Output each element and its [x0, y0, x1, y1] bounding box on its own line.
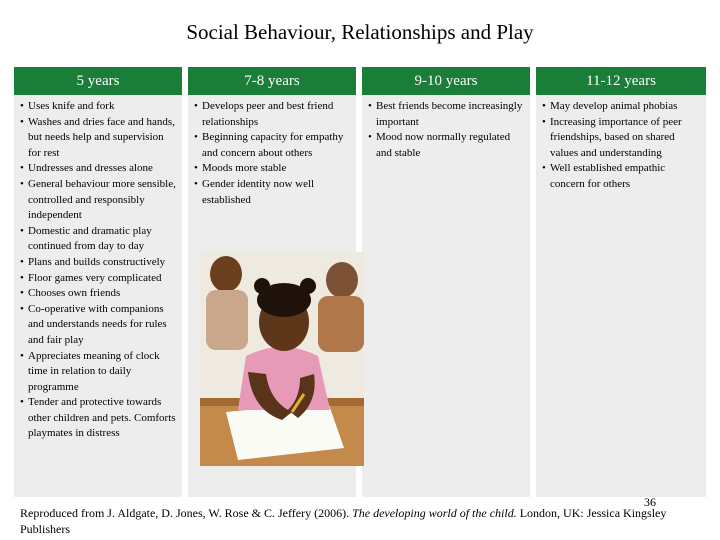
column-list: [368, 99, 526, 161]
citation-publisher: London, UK: Jessica Kingsley Publishers: [20, 506, 667, 536]
list-item: • Floor games very complicated: [20, 271, 178, 287]
column-9-10-years: [362, 67, 530, 497]
list-item: • Moods more stable: [194, 161, 352, 177]
list-item: • Appreciates meaning of clock time in relation to daily programme: [20, 349, 178, 396]
list-item: • Washes and dries face and hands, but needs help and supervision for rest: [20, 115, 178, 162]
column-5-years: [14, 67, 182, 497]
list-item: • Domestic and dramatic play continued from day to day: [20, 224, 178, 255]
list-item: • Uses knife and fork: [20, 99, 178, 115]
list-item: • Increasing importance of peer friendships, based on shared values and understanding: [542, 115, 702, 162]
list-item: • Tender and protective towards other children and pets. Comforts playmates in distress: [20, 395, 178, 442]
citation-book-title: The developing world of the child.: [352, 506, 517, 520]
list-item: • Mood now normally regulated and stable: [368, 130, 526, 161]
list-item: • Well established empathic concern for others: [542, 161, 702, 192]
column-heading: 11-12 years: [536, 67, 706, 95]
list-item: • General behaviour more sensible, controlled and responsibly independent: [20, 177, 178, 224]
column-heading: 7-8 years: [188, 67, 356, 95]
page-title: Social Behaviour, Relationships and Play: [186, 20, 534, 44]
list-item: • Plans and builds constructively: [20, 255, 178, 271]
list-item: • Beginning capacity for empathy and concern about others: [194, 130, 352, 161]
list-item: • Develops peer and best friend relationships: [194, 99, 352, 130]
column-list: [542, 99, 702, 193]
list-item: • Co-operative with companions and understands needs for rules and fair play: [20, 302, 178, 349]
age-columns: [14, 67, 706, 497]
column-11-12-years: [536, 67, 706, 497]
column-list: [20, 99, 178, 442]
list-item: • Undresses and dresses alone: [20, 161, 178, 177]
citation: [20, 505, 710, 537]
list-item: • Chooses own friends: [20, 286, 178, 302]
column-heading: 5 years: [14, 67, 182, 95]
column-heading: 9-10 years: [362, 67, 530, 95]
list-item: • May develop animal phobias: [542, 99, 702, 115]
slide-number: 36: [644, 495, 656, 509]
child-writing-photo: [200, 252, 364, 466]
column-list: [194, 99, 352, 208]
list-item: • Best friends become increasingly important: [368, 99, 526, 130]
citation-text: Reproduced from J. Aldgate, D. Jones, W. Rose & C. Jeffery (2006).: [20, 506, 353, 520]
list-item: • Gender identity now well established: [194, 177, 352, 208]
